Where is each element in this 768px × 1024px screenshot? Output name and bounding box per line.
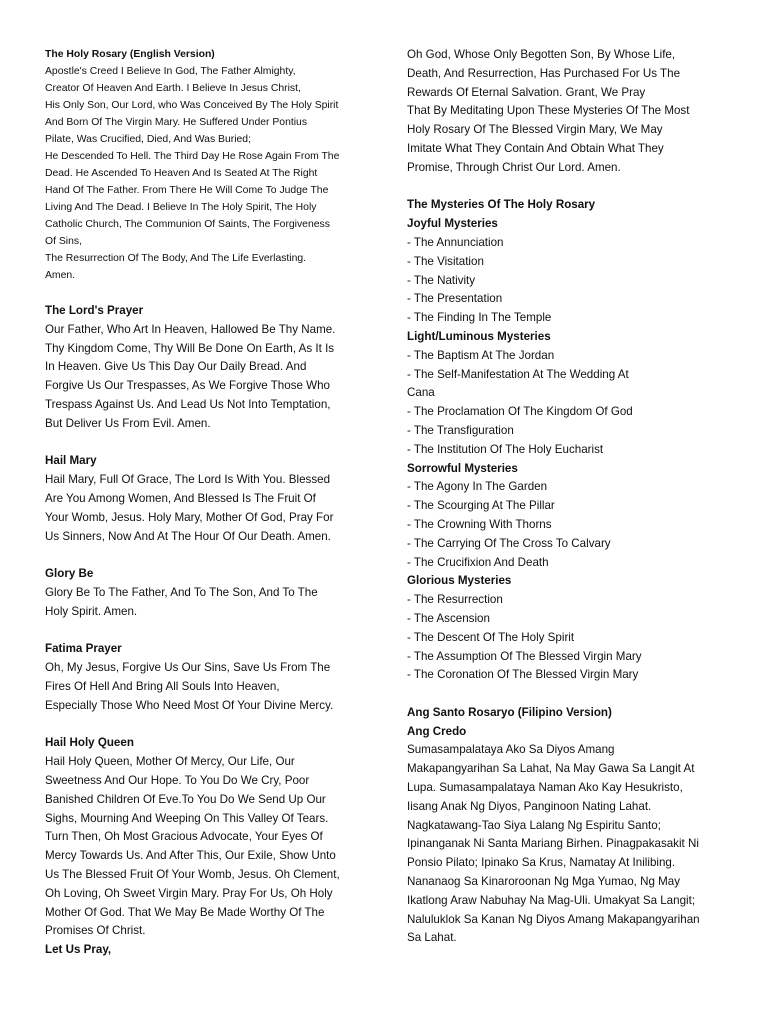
- prayer-line: Imitate What They Contain And Obtain What They: [407, 141, 664, 155]
- list-item: - The Assumption Of The Blessed Virgin Mary: [407, 649, 642, 663]
- creed-line: Pilate, Was Crucified, Died, And Was Buried;: [45, 134, 251, 145]
- prayer-line: Hail Holy Queen, Mother Of Mercy, Our Life, Our: [45, 755, 295, 769]
- prayer-line: Nananaog Sa Kinaroroonan Ng Mga Yumao, Ng May: [407, 875, 681, 889]
- prayer-line: Makapangyarihan Sa Lahat, Na May Gawa Sa Langit At: [407, 762, 695, 776]
- list-item: - The Annunciation: [407, 235, 504, 249]
- prayer-line: Us The Blessed Fruit Of Your Womb, Jesus. Oh Clement,: [45, 867, 340, 881]
- list-item: - The Ascension: [407, 611, 490, 625]
- list-item: - The Agony In The Garden: [407, 480, 548, 494]
- section-heading: The Lord's Prayer: [45, 304, 144, 317]
- list-item: - The Carrying Of The Cross To Calvary: [407, 536, 611, 550]
- prayer-line: Sa Lahat.: [407, 931, 457, 945]
- prayer-line: Trespass Against Us. And Lead Us Not Into Temptation,: [45, 397, 331, 411]
- left-column: [45, 46, 365, 284]
- list-item: - The Baptism At The Jordan: [407, 348, 555, 362]
- creed-line: He Descended To Hell. The Third Day He Rose Again From The: [45, 151, 340, 162]
- section-heading: Glory Be: [45, 567, 94, 581]
- prayer-line: Ipinanganak Ni Santa Mariang Birhen. Pinagpakasakit Ni: [407, 837, 699, 851]
- section-heading: Hail Holy Queen: [45, 736, 134, 750]
- prayer-line: Nagkatawang-Tao Siya Lalang Ng Espiritu Santo;: [407, 818, 661, 832]
- creed-line: And Born Of The Virgin Mary. He Suffered Under Pontius: [45, 117, 308, 128]
- list-item: - The Coronation Of The Blessed Virgin Mary: [407, 668, 639, 682]
- subsection-heading: Joyful Mysteries: [407, 217, 498, 231]
- prayer-line: Sweetness And Our Hope. To You Do We Cry, Poor: [45, 773, 310, 787]
- prayer-line: Thy Kingdom Come, Thy Will Be Done On Earth, As It Is: [45, 341, 335, 355]
- prayer-line: Sumasampalataya Ako Sa Diyos Amang: [407, 743, 615, 757]
- creed-line: Hand Of The Father. From There He Will Come To Judge The: [45, 185, 329, 196]
- prayer-line: Oh Loving, Oh Sweet Virgin Mary. Pray For Us, Oh Holy: [45, 886, 333, 900]
- list-item: - The Finding In The Temple: [407, 311, 552, 325]
- list-item: - The Descent Of The Holy Spirit: [407, 630, 575, 644]
- prayer-line: Us Sinners, Now And At The Hour Of Our Death. Amen.: [45, 529, 331, 543]
- list-item: - The Institution Of The Holy Eucharist: [407, 442, 604, 456]
- section-heading: Ang Santo Rosaryo (Filipino Version): [407, 705, 612, 719]
- prayer-line: Lupa. Sumasampalataya Naman Ako Kay Hesukristo,: [407, 781, 683, 795]
- prayer-line: Death, And Resurrection, Has Purchased For Us The: [407, 66, 681, 80]
- prayer-line: Turn Then, Oh Most Gracious Advocate, Your Eyes Of: [45, 830, 323, 844]
- prayer-line: Promise, Through Christ Our Lord. Amen.: [407, 160, 621, 174]
- creed-line: Apostle's Creed I Believe In God, The Father Almighty,: [45, 66, 296, 77]
- list-item: - The Resurrection: [407, 593, 503, 607]
- list-item: - The Visitation: [407, 254, 484, 268]
- section-heading: The Mysteries Of The Holy Rosary: [407, 198, 596, 212]
- list-item: - The Crucifixion And Death: [407, 555, 549, 569]
- lords-prayer-section: [45, 302, 365, 960]
- prayer-line: Fires Of Hell And Bring All Souls Into Heaven,: [45, 679, 280, 693]
- section-heading: Fatima Prayer: [45, 642, 122, 656]
- prayer-line: Naluluklok Sa Kanan Ng Diyos Amang Makapangyarihan: [407, 912, 700, 926]
- list-item: - The Presentation: [407, 292, 503, 306]
- prayer-line: Sighs, Mourning And Weeping On This Valley Of Tears.: [45, 811, 329, 825]
- section-heading: Hail Mary: [45, 454, 97, 468]
- prayer-line: Your Womb, Jesus. Holy Mary, Mother Of God, Pray For: [45, 510, 334, 524]
- prayer-line: Are You Among Women, And Blessed Is The Fruit Of: [45, 491, 316, 505]
- document-title: The Holy Rosary (English Version): [45, 49, 215, 60]
- subsection-heading: Light/Luminous Mysteries: [407, 329, 551, 343]
- prayer-line: Rewards Of Eternal Salvation. Grant, We Pray: [407, 85, 646, 99]
- prayer-line: Forgive Us Our Trespasses, As We Forgive Those Who: [45, 379, 331, 393]
- prayer-line: But Deliver Us From Evil. Amen.: [45, 416, 211, 430]
- list-item: Cana: [407, 386, 435, 400]
- creed-line: Of Sins,: [45, 236, 82, 247]
- prayer-line: Holy Spirit. Amen.: [45, 604, 138, 618]
- prayer-line: Hail Mary, Full Of Grace, The Lord Is With You. Blessed: [45, 473, 331, 487]
- subsection-heading: Ang Credo: [407, 724, 467, 738]
- prayer-line: Banished Children Of Eve.To You Do We Send Up Our: [45, 792, 326, 806]
- apostles-creed-section: [45, 46, 365, 284]
- creed-line: Dead. He Ascended To Heaven And Is Seated At The Right: [45, 168, 318, 179]
- subsection-heading: Sorrowful Mysteries: [407, 461, 518, 475]
- prayer-line: Mother Of God. That We May Be Made Worthy Of The: [45, 905, 325, 919]
- list-item: - The Transfiguration: [407, 423, 514, 437]
- creed-line: His Only Son, Our Lord, who Was Conceived By The Holy Spirit: [45, 100, 339, 111]
- prayer-line: Ikatlong Araw Nabuhay Na Mag-Uli. Umakyat Sa Langit;: [407, 893, 696, 907]
- prayer-line: Especially Those Who Need Most Of Your Divine Mercy.: [45, 698, 334, 712]
- creed-line: The Resurrection Of The Body, And The Life Everlasting.: [45, 253, 307, 264]
- prayer-line: Ponsio Pilato; Ipinako Sa Krus, Namatay At Inilibing.: [407, 856, 676, 870]
- prayer-line: Mercy Towards Us. And After This, Our Exile, Show Unto: [45, 849, 336, 863]
- prayer-line: In Heaven. Give Us This Day Our Daily Bread. And: [45, 360, 307, 374]
- list-item: - The Self-Manifestation At The Wedding At: [407, 367, 629, 381]
- prayer-line: Promises Of Christ.: [45, 924, 146, 938]
- list-item: - The Nativity: [407, 273, 476, 287]
- prayer-line: Holy Rosary Of The Blessed Virgin Mary, We May: [407, 123, 663, 137]
- creed-line: Creator Of Heaven And Earth. I Believe In Jesus Christ,: [45, 83, 301, 94]
- prayer-line: Glory Be To The Father, And To The Son, And To The: [45, 585, 318, 599]
- prayer-line: Our Father, Who Art In Heaven, Hallowed Be Thy Name.: [45, 322, 336, 336]
- subsection-heading: Glorious Mysteries: [407, 574, 512, 588]
- prayer-line: Oh God, Whose Only Begotten Son, By Whose Life,: [407, 48, 676, 61]
- prayer-line: That By Meditating Upon These Mysteries Of The Most: [407, 104, 690, 118]
- list-item: - The Scourging At The Pillar: [407, 499, 555, 513]
- creed-line: Amen.: [45, 270, 76, 281]
- section-heading: Let Us Pray,: [45, 943, 112, 957]
- prayer-line: Iisang Anak Ng Diyos, Panginoon Nating Lahat.: [407, 799, 652, 813]
- creed-line: Catholic Church, The Communion Of Saints, The Forgiveness: [45, 219, 330, 230]
- list-item: - The Crowning With Thorns: [407, 517, 552, 531]
- prayer-line: Oh, My Jesus, Forgive Us Our Sins, Save Us From The: [45, 661, 331, 675]
- creed-line: Living And The Dead. I Believe In The Holy Spirit, The Holy: [45, 202, 317, 213]
- list-item: - The Proclamation Of The Kingdom Of God: [407, 405, 633, 419]
- right-column: [407, 46, 747, 948]
